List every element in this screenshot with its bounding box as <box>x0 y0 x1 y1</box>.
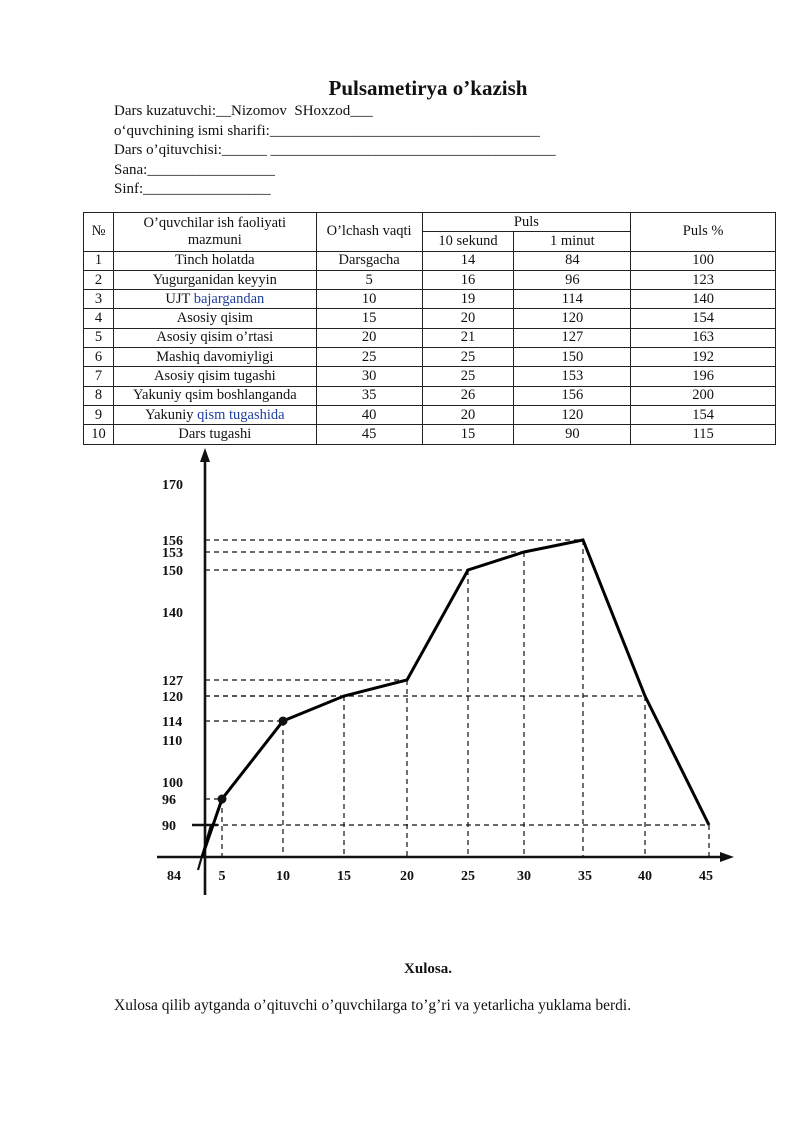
row-1-min: 150 <box>514 348 631 367</box>
table-row <box>84 367 776 386</box>
row-activity <box>113 290 316 309</box>
x-tick-label: 15 <box>337 869 351 884</box>
x-tick-label: 84 <box>167 869 181 884</box>
row-time: 20 <box>316 328 422 347</box>
axes <box>157 448 734 895</box>
data-point-marker <box>218 795 227 804</box>
row-10-sec: 25 <box>422 348 514 367</box>
row-activity <box>113 386 316 405</box>
row-time: 40 <box>316 405 422 424</box>
x-tick-labels <box>167 869 713 884</box>
row-10-sec: 25 <box>422 367 514 386</box>
page-title: Pulsametirya o’kazish <box>328 76 528 100</box>
row-number: 4 <box>84 309 114 328</box>
row-percent: 140 <box>631 290 776 309</box>
row-time: 30 <box>316 367 422 386</box>
row-1-min: 84 <box>514 251 631 270</box>
row-activity-text: Asosiy qisim tugashi <box>153 368 276 385</box>
table-row <box>84 290 776 309</box>
observation-info <box>114 102 556 200</box>
row-time: 25 <box>316 348 422 367</box>
row-activity <box>113 251 316 270</box>
row-percent: 200 <box>631 386 776 405</box>
x-tick-label: 5 <box>218 869 226 884</box>
row-percent: 154 <box>631 405 776 424</box>
y-tick-label: 127 <box>162 674 183 689</box>
y-tick-label: 150 <box>162 564 183 579</box>
row-activity-text: Yakuniy qsim boshlanganda <box>132 387 297 404</box>
row-activity <box>113 309 316 328</box>
row-1-min: 127 <box>514 328 631 347</box>
row-percent: 163 <box>631 328 776 347</box>
x-tick-label: 45 <box>699 869 713 884</box>
header-1-min: 1 minut <box>514 232 631 251</box>
header-num: № <box>84 213 114 252</box>
table-row <box>84 309 776 328</box>
row-number: 8 <box>84 386 114 405</box>
row-time: 45 <box>316 425 422 444</box>
table-row <box>84 386 776 405</box>
teacher-line: Dars o’qituvchisi:______ ______________________________________ <box>114 142 556 158</box>
row-1-min: 156 <box>514 386 631 405</box>
series-line <box>202 540 709 857</box>
conclusion-text: Xulosa qilib aytganda o’qituvchi o’quvchilarga to’g’ri va yetarlicha yuklama berdi. <box>114 997 632 1014</box>
x-tick-label: 20 <box>400 869 414 884</box>
table-row <box>84 405 776 424</box>
row-activity-text: Tinch holatda <box>175 252 255 269</box>
table-row <box>84 251 776 270</box>
row-10-sec: 14 <box>422 251 514 270</box>
observer-line: Dars kuzatuvchi:__Nizomov SHoxzod___ <box>114 103 373 119</box>
row-number: 5 <box>84 328 114 347</box>
row-1-min: 114 <box>514 290 631 309</box>
row-activity-text: UJT <box>165 290 194 307</box>
row-time: 15 <box>316 309 422 328</box>
y-tick-label: 90 <box>162 819 176 834</box>
row-number: 7 <box>84 367 114 386</box>
x-tick-label: 30 <box>517 869 531 884</box>
y-tick-label: 110 <box>162 734 183 749</box>
row-10-sec: 26 <box>422 386 514 405</box>
row-10-sec: 15 <box>422 425 514 444</box>
conclusion-title: Xulosa. <box>404 961 452 977</box>
row-activity-highlight: bajargandan <box>193 290 265 307</box>
table-row <box>84 270 776 289</box>
header-time: O’lchash vaqti <box>316 213 422 252</box>
row-activity <box>113 270 316 289</box>
data-point-marker <box>279 717 288 726</box>
row-time: 10 <box>316 290 422 309</box>
y-tick-label: 120 <box>162 690 183 705</box>
row-percent: 100 <box>631 251 776 270</box>
y-tick-label: 170 <box>162 478 183 493</box>
row-1-min: 96 <box>514 270 631 289</box>
pulse-table <box>83 212 776 445</box>
row-activity-text: Asosiy qisim o’rtasi <box>156 329 274 346</box>
row-activity <box>113 328 316 347</box>
row-1-min: 90 <box>514 425 631 444</box>
class-line: Sinf:_________________ <box>114 181 271 197</box>
y-tick-label: 114 <box>162 715 183 730</box>
row-10-sec: 16 <box>422 270 514 289</box>
row-10-sec: 20 <box>422 405 514 424</box>
row-percent: 196 <box>631 367 776 386</box>
row-activity-highlight: qism tugashida <box>197 406 285 423</box>
header-activity: O’quvchilar ish faoliyati mazmuni <box>113 213 316 252</box>
row-10-sec: 21 <box>422 328 514 347</box>
row-activity-text: Yakuniy <box>145 406 198 423</box>
date-line: Sana:_________________ <box>114 161 275 178</box>
y-tick-label: 153 <box>162 546 183 561</box>
row-time: Darsgacha <box>316 251 422 270</box>
row-number: 6 <box>84 348 114 367</box>
row-time: 5 <box>316 270 422 289</box>
row-activity <box>113 348 316 367</box>
y-axis-arrow <box>200 448 210 462</box>
x-tick-label: 25 <box>461 869 475 884</box>
row-activity-text: Dars tugashi <box>178 425 252 442</box>
row-percent: 123 <box>631 270 776 289</box>
y-tick-label: 100 <box>162 776 183 791</box>
row-time: 35 <box>316 386 422 405</box>
student-name-line: o‘quvchining ismi sharifi:____________________________________ <box>114 122 540 139</box>
x-tick-label: 10 <box>276 869 290 884</box>
y-tick-label: 96 <box>162 793 176 808</box>
row-1-min: 120 <box>514 309 631 328</box>
table-row <box>84 348 776 367</box>
row-activity-text: Mashiq davomiyligi <box>156 348 274 365</box>
row-activity <box>113 367 316 386</box>
y-tick-labels <box>162 478 218 834</box>
row-number: 10 <box>84 425 114 444</box>
y-tick-label: 140 <box>162 606 183 621</box>
header-10-sec: 10 sekund <box>422 232 514 251</box>
series-pulse <box>202 540 709 857</box>
row-activity-text: Yugurganidan keyyin <box>152 271 277 288</box>
header-percent: Puls % <box>631 213 776 252</box>
x-axis-arrow <box>720 852 734 862</box>
row-10-sec: 19 <box>422 290 514 309</box>
row-number: 9 <box>84 405 114 424</box>
header-puls: Puls <box>422 213 631 232</box>
x-tick-label: 40 <box>638 869 652 884</box>
row-1-min: 120 <box>514 405 631 424</box>
row-10-sec: 20 <box>422 309 514 328</box>
y-tick-label: 156 <box>162 534 183 549</box>
table-body <box>84 251 776 444</box>
row-number: 2 <box>84 270 114 289</box>
row-number: 1 <box>84 251 114 270</box>
row-percent: 115 <box>631 425 776 444</box>
table-row <box>84 328 776 347</box>
row-activity <box>113 405 316 424</box>
row-number: 3 <box>84 290 114 309</box>
x-tick-label: 35 <box>578 869 592 884</box>
row-activity-text: Asosiy qisim <box>176 310 253 327</box>
row-percent: 192 <box>631 348 776 367</box>
pulse-chart <box>0 440 800 940</box>
row-percent: 154 <box>631 309 776 328</box>
row-1-min: 153 <box>514 367 631 386</box>
